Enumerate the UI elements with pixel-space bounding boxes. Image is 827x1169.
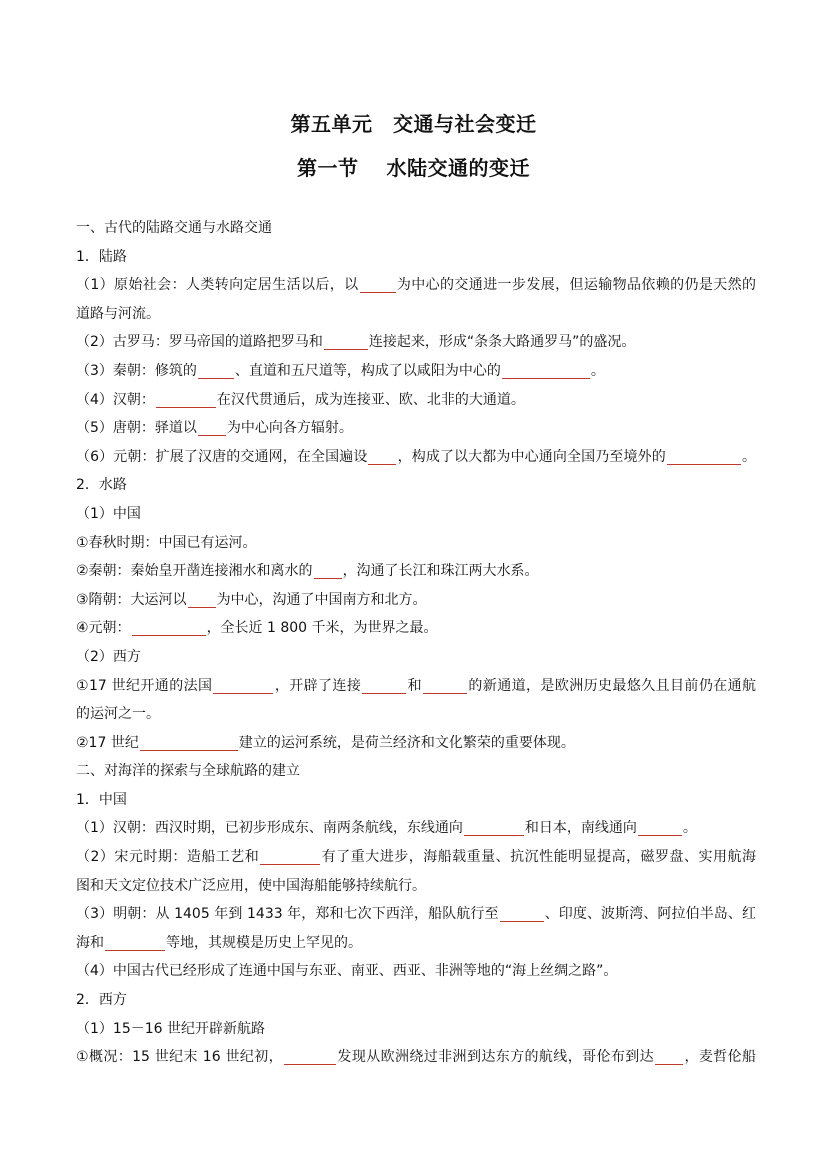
text-line (76, 443, 756, 472)
fill-in-blank[interactable] (368, 447, 396, 465)
document-body (76, 214, 756, 1072)
text-segment: 和日本，南线通向 (524, 820, 637, 837)
text-segment: ①春秋时期：中国已有运河。 (76, 534, 257, 551)
text-segment: 一、古代的陆路交通与水路交通 (76, 220, 272, 236)
text-segment: ，麦哲伦船 (684, 1049, 757, 1066)
text-segment: ，全长近 1 800 千米，为世界之最。 (206, 620, 438, 637)
text-segment: 的运河之一。 (76, 706, 160, 723)
text-segment: （3）秦朝：修筑的 (76, 362, 197, 379)
text-line (76, 786, 756, 815)
text-segment: 。 (590, 362, 605, 379)
text-segment: ④元朝： (76, 620, 131, 637)
text-line (76, 1043, 756, 1072)
text-line (76, 328, 756, 357)
text-line (76, 529, 756, 558)
text-line (76, 900, 756, 929)
text-segment: ②秦朝：秦始皇开凿连接湘水和离水的 (76, 563, 313, 580)
text-segment: 道路与河流。 (76, 305, 160, 322)
text-segment: 1．中国 (76, 791, 127, 808)
text-segment: 发现从欧洲绕过非洲到达东方的航线，哥伦布到达 (337, 1049, 655, 1066)
text-segment: （2）宋元时期：造船工艺和 (76, 849, 260, 866)
fill-in-blank[interactable] (105, 933, 165, 951)
text-line (76, 214, 756, 243)
text-line (76, 300, 756, 329)
text-segment: 为中心，沟通了中国南方和北方。 (216, 591, 427, 608)
fill-in-blank[interactable] (188, 590, 216, 608)
text-segment: （4）中国古代已经形成了连通中国与东亚、南亚、西亚、非洲等地的“海上丝绸之路”。 (76, 963, 618, 980)
text-line (76, 986, 756, 1015)
fill-in-blank[interactable] (500, 904, 544, 922)
text-line (76, 700, 756, 729)
text-line (76, 757, 756, 786)
text-line (76, 586, 756, 615)
text-segment: ③隋朝：大运河以 (76, 591, 187, 608)
text-segment: （6）元朝：扩展了汉唐的交通网，在全国遍设 (76, 448, 368, 465)
text-line (76, 843, 756, 872)
text-segment: ，构成了以大都为中心通向全国乃至境外的 (397, 448, 666, 465)
text-segment: 1．陆路 (76, 248, 127, 265)
fill-in-blank[interactable] (667, 447, 741, 465)
text-line (76, 500, 756, 529)
text-segment: 、直道和五尺道等，构成了以咸阳为中心的 (234, 362, 501, 379)
text-segment: 图和天文定位技术广泛应用，使中国海船能够持续航行。 (76, 877, 426, 894)
text-line (76, 872, 756, 901)
text-segment: 有了重大进步，海船载重量、抗沉性能明显提高，磁罗盘、实用航海 (321, 849, 756, 866)
text-segment: 建立的运河系统，是荷兰经济和文化繁荣的重要体现。 (238, 734, 575, 751)
text-segment: （5）唐朝：驿道以 (76, 420, 197, 437)
text-segment: 等地，其规模是历史上罕见的。 (166, 934, 362, 951)
fill-in-blank[interactable] (198, 361, 234, 379)
fill-in-blank[interactable] (284, 1047, 336, 1065)
text-segment: （1）原始社会：人类转向定居生活以后，以 (76, 277, 359, 294)
text-line (76, 729, 756, 758)
text-segment: 。 (682, 820, 697, 837)
section-title: 第一节 水陆交通的变迁 (297, 156, 530, 180)
text-line (76, 672, 756, 701)
text-segment: ①概况：15 世纪末 16 世纪初， (76, 1049, 284, 1066)
text-segment: 、印度、波斯湾、阿拉伯半岛、红 (544, 906, 756, 923)
text-segment: ①17 世纪开通的法国 (76, 677, 213, 694)
text-segment: 。 (741, 448, 757, 465)
text-segment: 和 (407, 677, 423, 694)
text-line (76, 414, 756, 443)
text-line (76, 243, 756, 272)
text-line (76, 643, 756, 672)
fill-in-blank[interactable] (213, 676, 273, 694)
text-segment: （4）汉朝： (76, 391, 155, 408)
fill-in-blank[interactable] (655, 1047, 683, 1065)
text-line (76, 929, 756, 958)
fill-in-blank[interactable] (156, 390, 216, 408)
text-segment: 在汉代贯通后，成为连接亚、欧、北非的大通道。 (216, 391, 525, 408)
text-line (76, 357, 756, 386)
text-segment: （1）汉朝：西汉时期，已初步形成东、南两条航线，东线通向 (76, 820, 463, 837)
fill-in-blank[interactable] (260, 847, 320, 865)
fill-in-blank[interactable] (638, 818, 682, 836)
text-segment: ②17 世纪 (76, 734, 139, 751)
text-line (76, 557, 756, 586)
text-line (76, 814, 756, 843)
text-segment: 连接起来，形成“条条大路通罗马”的盛况。 (368, 334, 636, 351)
text-segment: （1）中国 (76, 505, 141, 522)
text-segment: ，开辟了连接 (274, 677, 362, 694)
text-line (76, 1015, 756, 1044)
unit-title: 第五单元 交通与社会变迁 (290, 112, 537, 136)
fill-in-blank[interactable] (140, 733, 238, 751)
fill-in-blank[interactable] (360, 275, 396, 293)
fill-in-blank[interactable] (464, 818, 524, 836)
text-line (76, 471, 756, 500)
fill-in-blank[interactable] (423, 676, 467, 694)
fill-in-blank[interactable] (198, 418, 226, 436)
text-segment: 2．西方 (76, 992, 127, 1009)
text-line (76, 386, 756, 415)
text-segment: （3）明朝：从 1405 年到 1433 年，郑和七次下西洋，船队航行至 (76, 906, 499, 923)
fill-in-blank[interactable] (502, 361, 590, 379)
text-segment: 为中心向各方辐射。 (226, 420, 353, 437)
fill-in-blank[interactable] (324, 332, 368, 350)
text-segment: 2．水路 (76, 477, 127, 494)
text-segment: ，沟通了长江和珠江两大水系。 (342, 563, 539, 580)
text-segment: 二、对海洋的探索与全球航路的建立 (76, 763, 300, 780)
text-line (76, 957, 756, 986)
text-segment: （2）古罗马：罗马帝国的道路把罗马和 (76, 334, 323, 351)
fill-in-blank[interactable] (362, 676, 406, 694)
text-segment: 的新通道，是欧洲历史最悠久且目前仍在通航 (468, 677, 757, 694)
text-line (76, 271, 756, 300)
text-segment: （2）西方 (76, 648, 141, 665)
text-segment: 海和 (76, 934, 104, 951)
fill-in-blank[interactable] (132, 618, 206, 636)
fill-in-blank[interactable] (314, 561, 342, 579)
text-segment: 为中心的交通进一步发展，但运输物品依赖的仍是天然的 (396, 277, 757, 294)
text-line (76, 614, 756, 643)
text-segment: （1）15－16 世纪开辟新航路 (76, 1020, 265, 1037)
